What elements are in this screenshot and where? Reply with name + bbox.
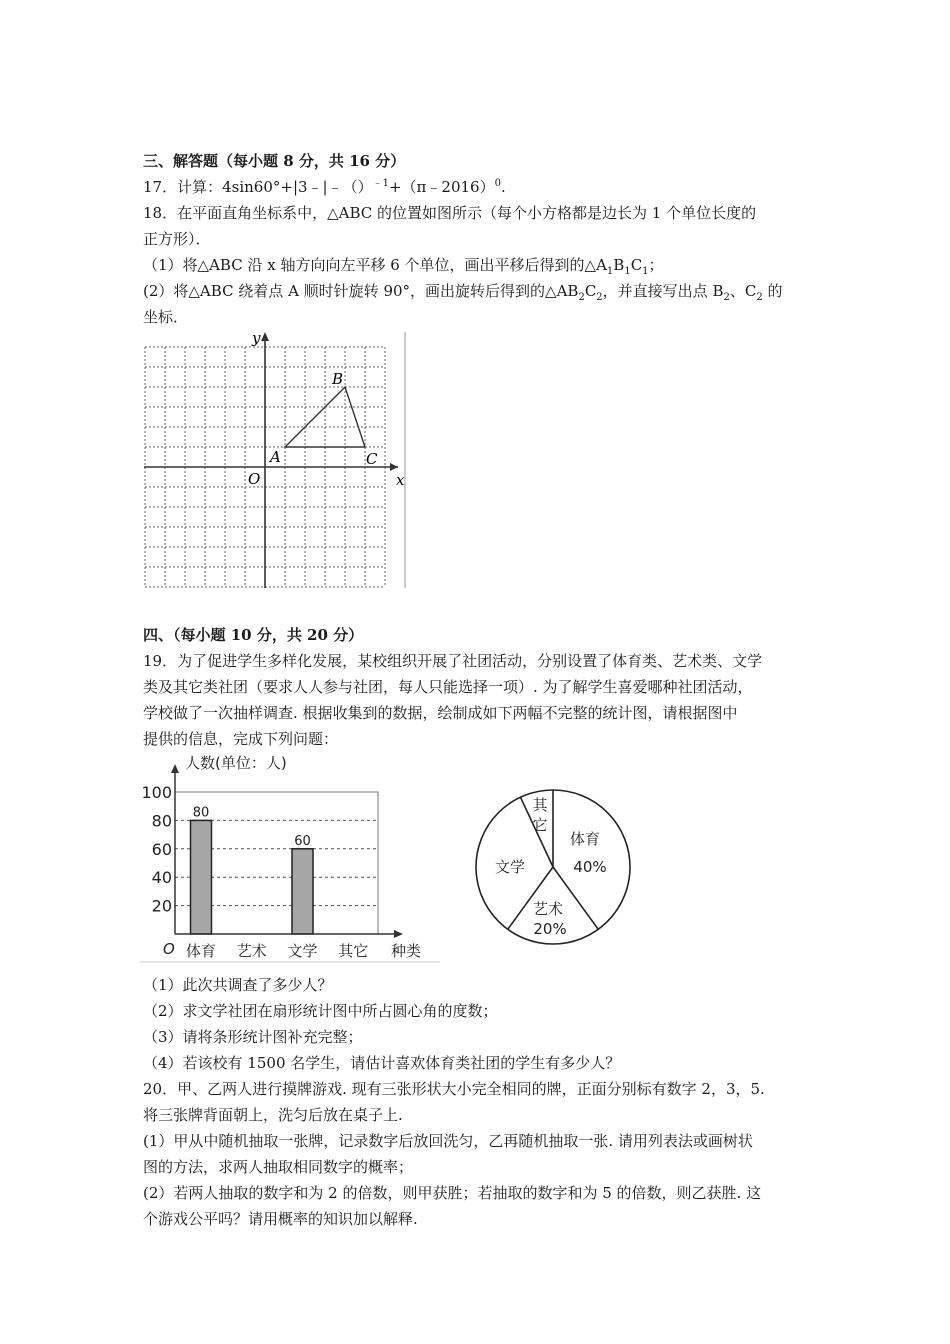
question-20-line2: 将三张牌背面朝上，洗匀后放在桌子上. [143,1106,403,1124]
question-18-line5: 坐标． [143,308,189,326]
origin-label: O [163,940,175,958]
pie-chart-content [476,790,630,944]
q18-p2-sub: 2 [723,292,730,303]
pie-slice-label: 文学 [494,858,526,876]
label-x: x [396,471,405,489]
bar-data-label: 60 [294,833,311,849]
q18-p1-c: C [630,256,643,274]
q18-p2-sub: 2 [756,292,763,303]
y-tick-label: 100 [141,783,172,802]
question-20-line5: (2）若两人抽取的数字和为 2 的倍数，则甲获胜；若抽取的数字和为 5 的倍数，则乙获胜. 这 [143,1184,762,1202]
x-category-label: 艺术 [236,942,267,960]
pie-slice-label: 体育 [569,830,601,848]
q17-end: . [500,178,506,196]
y-tick-label: 20 [151,896,172,916]
pie-slice-label: 艺术 [532,900,564,918]
y-axis-arrow [261,332,269,341]
y-tick-label: 40 [151,868,172,888]
pie-slice-label: 其 [532,796,548,814]
x-axis-arrow [394,930,403,938]
pie-slice-percent: 20% [533,920,567,938]
question-19-line2: 类及其它类社团（要求人人参与社团，每人只能选择一项）. 为了解学生喜爱哪种社团活动， [143,678,753,696]
bar-文学 [292,849,313,934]
q18-p2-text: (2）将△ABC 绕着点 A 顺时针旋转 90°，画出旋转后得到的△AB [143,282,579,300]
label-origin: O [248,470,261,488]
question-19-sub2: （2）求文学社团在扇形统计图中所占圆心角的度数； [143,1002,498,1020]
question-18-line2: 正方形）． [143,230,211,248]
q17-mid: +（π﹣2016） [388,178,495,196]
q17-exponent-0: 0 [494,178,501,189]
q18-p2-sub: 2 [578,292,585,303]
q17-exponent-1: ﹣1 [372,178,389,189]
question-18-part1 [143,252,823,278]
question-20-line1: 20．甲、乙两人进行摸牌游戏. 现有三张形状大小完全相同的牌，正面分别标有数字 2，3，5. [143,1080,765,1098]
question-20-line6: 个游戏公平吗？请用概率的知识加以解释. [143,1210,418,1228]
question-19-sub1: （1）此次共调查了多少人？ [143,976,333,994]
y-axis-arrow [171,764,179,773]
q18-p1-sub: 1 [606,266,614,277]
x-category-label: 其它 [338,942,369,960]
q18-p1-sub: 1 [642,266,649,277]
q18-p1-sub: 1 [624,266,631,277]
question-20-line4: 图的方法，求两人抽取相同数字的概率； [143,1158,414,1176]
section3-heading: 三、解答题（每小题 8 分，共 16 分） [143,152,406,170]
question-19-line1: 19．为了促进学生多样化发展，某校组织开展了社团活动，分别设置了体育类、艺术类、文学 [143,652,763,670]
x-category-label: 文学 [287,942,318,960]
question-19-sub3: （3）请将条形统计图补充完整； [143,1028,363,1046]
question-19-line3: 学校做了一次抽样调查. 根据收集到的数据，绘制成如下两幅不完整的统计图，请根据图中 [143,704,738,722]
label-point-a: A [270,448,281,466]
q18-p2-end: 的 [762,282,783,300]
x-category-label: 体育 [185,942,217,960]
pie-slice-label: 它 [532,816,548,834]
q17-text: 17．计算：4sin60°+|3﹣|﹣（） [143,178,373,196]
q18-p1-end: ； [648,256,664,274]
pie-chart [470,784,636,950]
bar-data-label: 80 [192,805,210,821]
question-20-line3: (1）甲从中随机抽取一张牌，记录数字后放回洗匀，乙再随机抽取一张. 请用列表法或画树状 [143,1132,753,1150]
question-19-line4: 提供的信息，完成下列问题： [143,730,339,748]
section4-heading: 四、（每小题 10 分，共 20 分） [143,626,364,644]
q18-p2-c: C [584,282,597,300]
x-axis-label: 种类 [391,942,422,960]
question-17 [143,174,823,200]
label-y: y [252,329,261,347]
bar-chart-content [140,754,440,962]
bar-chart [140,752,440,964]
question-19-sub4: （4）若该校有 1500 名学生，请估计喜欢体育类社团的学生有多少人？ [143,1054,621,1072]
label-point-b: B [332,370,344,388]
question-18-part2 [143,278,823,304]
question-18-line1: 18．在平面直角坐标系中，△ABC 的位置如图所示（每个小方格都是边长为 1 个单位长度的 [143,204,757,222]
q18-p2-sep: 、C [729,282,757,300]
bar-体育 [191,820,212,934]
q18-p1-b: B [613,256,625,274]
pie-slice-percent: 40% [573,858,607,876]
q18-p2-sub: 2 [596,292,603,303]
label-point-c: C [366,450,378,468]
x-axis-arrow [390,463,398,471]
y-tick-label: 80 [151,811,172,831]
y-tick-label: 60 [151,839,172,859]
q18-p1-text: （1）将△ABC 沿 x 轴方向向左平移 6 个单位，画出平移后得到的△A [143,256,607,274]
q18-p2-mid: ，并直接写出点 B [602,282,724,300]
coordinate-grid-figure [140,328,410,590]
bar-chart-title: 人数(单位：人) [185,754,287,772]
